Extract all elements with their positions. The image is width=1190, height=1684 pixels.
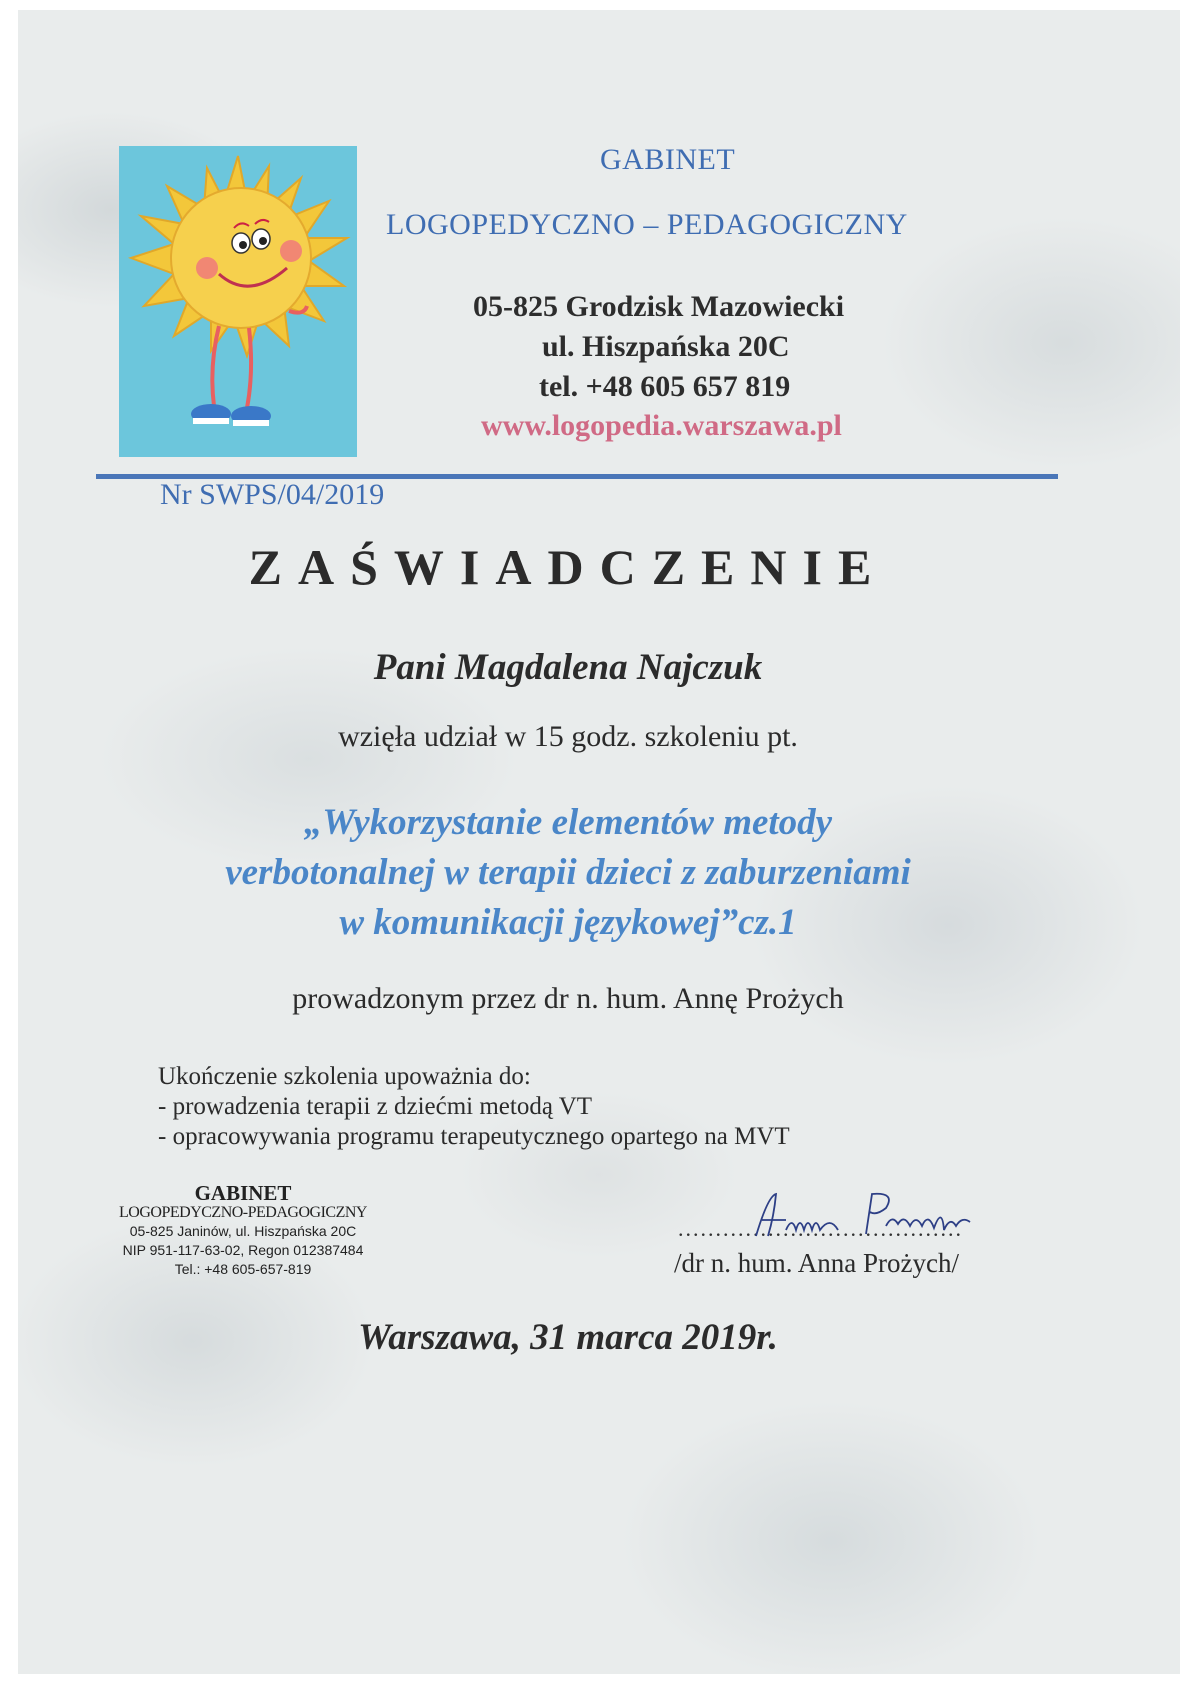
course-title-line-1: „Wykorzystanie elementów metody: [303, 802, 833, 843]
course-title-line-3: w komunikacji językowej”cz.1: [339, 902, 797, 943]
course-title-line-2: verbotonalnej w terapii dzieci z zaburzeniami: [225, 852, 911, 893]
certificate-sheet: [18, 10, 1180, 1674]
header-phone: tel. +48 605 657 819: [539, 370, 791, 403]
handwritten-signature: [746, 1186, 986, 1246]
qualification-item: - prowadzenia terapii z dziećmi metodą VT: [158, 1093, 593, 1120]
stamp-line-5: Tel.: +48 605-657-819: [174, 1261, 312, 1277]
header-address-city: 05-825 Grodzisk Mazowiecki: [473, 290, 845, 323]
stamp-line-3: 05-825 Janinów, ul. Hiszpańska 20C: [129, 1223, 357, 1239]
instructor-line: prowadzonym przez dr n. hum. Annę Prożych: [292, 982, 844, 1015]
sun-mascot-icon: [119, 146, 357, 457]
qualification-item: - opracowywania programu terapeutycznego opartego na MVT: [158, 1123, 790, 1150]
qualifications: [158, 1062, 790, 1152]
office-stamp: [98, 1181, 388, 1279]
signature-dotted-line: ......................................: [678, 1216, 963, 1241]
signatory-name: /dr n. hum. Anna Prożych/: [674, 1248, 959, 1278]
header-website: www.logopedia.warszawa.pl: [481, 409, 842, 442]
header-office-type: LOGOPEDYCZNO – PEDAGOGICZNY: [386, 208, 908, 241]
stamp-line-1: GABINET: [194, 1181, 292, 1205]
document-number: Nr SWPS/04/2019: [160, 478, 385, 511]
certificate-title: ZAŚWIADCZENIE: [248, 539, 888, 595]
header-address-street: ul. Hiszpańska 20C: [542, 330, 790, 363]
recipient-name: Pani Magdalena Najczuk: [373, 647, 763, 688]
stamp-line-4: NIP 951-117-63-02, Regon 012387484: [122, 1242, 364, 1258]
participation-text: wzięła udział w 15 godz. szkoleniu pt.: [338, 720, 798, 753]
stamp-line-2: LOGOPEDYCZNO-PEDAGOGICZNY: [119, 1204, 367, 1221]
header-gabinet: GABINET: [600, 143, 736, 176]
place-and-date: Warszawa, 31 marca 2019r.: [358, 1317, 778, 1358]
qualifications-heading: Ukończenie szkolenia upoważnia do:: [158, 1063, 531, 1090]
